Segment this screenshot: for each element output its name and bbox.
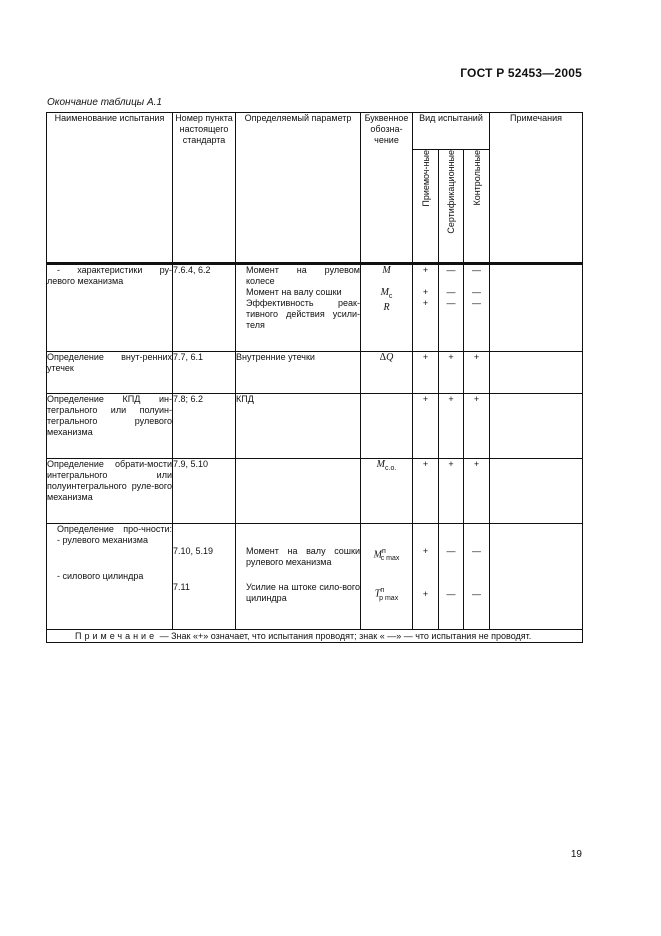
header-name: Наименование испытания (47, 113, 173, 264)
note-label: Примечание (75, 631, 158, 641)
parameter-cell: Внутренние утечки (236, 352, 361, 394)
table-caption: Окончание таблицы А.1 (47, 97, 162, 108)
sub-test-name: - силового цилиндра (57, 571, 144, 581)
symbol-t-strength: $T^п_{р max}$ (374, 587, 399, 602)
mark: — (446, 546, 456, 556)
symbol-cell (361, 459, 413, 524)
sub-clause: 7.10, 5.19 (173, 546, 214, 556)
mark: — (446, 287, 456, 297)
mark: — (472, 298, 481, 308)
parameter-cell: КПД (236, 394, 361, 459)
parameter-cell (236, 524, 361, 630)
sub-parameter: Момент на валу сошки рулевого механизма (246, 546, 360, 567)
table-row (47, 524, 583, 630)
sub-parameter: Усилие на штоке сило-вого цилиндра (246, 582, 360, 603)
test-name-cell: Определение внут-ренних утечек (47, 352, 173, 394)
acceptance-mark-cell (413, 265, 439, 352)
sub-test-name: - рулевого механизма (57, 535, 148, 545)
symbol-q: Q (386, 352, 394, 363)
header-test-kind: Вид испытаний (413, 113, 490, 150)
header-clause: Номер пункта настоящего стандарта (173, 113, 236, 264)
header-control (464, 150, 490, 264)
note-text: — Знак «+» означает, что испытания проводят; знак « —» — что испытания не проводят. (159, 631, 532, 641)
clause-cell: 7.6.4, 6.2 (173, 265, 236, 352)
delta-symbol: Δ (379, 352, 387, 363)
symbol-r: R (383, 302, 390, 313)
header-symbol: Буквенное обозна-чение (361, 113, 413, 264)
symbol-cell (361, 394, 413, 459)
test-name-cell (47, 524, 173, 630)
table-row (47, 394, 583, 459)
certification-mark-cell: + (439, 394, 464, 459)
certification-mark-cell: + (439, 352, 464, 394)
table-row (47, 265, 583, 352)
certification-mark-cell: + (439, 459, 464, 524)
table-note (47, 630, 583, 643)
test-name-cell: Определение КПД ин-тегрального или полуин-тегрального рулевого механизма (47, 394, 173, 459)
header-parameter: Определяемый параметр (236, 113, 361, 264)
notes-cell (490, 459, 583, 524)
header-acceptance (413, 150, 439, 264)
notes-cell (490, 265, 583, 352)
certification-mark-cell (439, 265, 464, 352)
clause-cell: 7.9, 5.10 (173, 459, 236, 524)
mark: + (422, 265, 429, 275)
symbol-m: M (382, 265, 391, 276)
mark: — (472, 265, 481, 275)
clause-cell: 7.7, 6.1 (173, 352, 236, 394)
notes-cell (490, 394, 583, 459)
header-control-label: Контрольные (471, 150, 482, 206)
sub-clause: 7.11 (173, 582, 190, 592)
mark: + (422, 589, 429, 599)
symbol-cell (361, 352, 413, 394)
header-notes: Примечания (490, 113, 583, 264)
parameter-cell (236, 265, 361, 352)
page-number: 19 (570, 849, 582, 860)
parameter-line: Момент на рулевом колесе (246, 265, 360, 286)
symbol-m-strength: $M^п_{с max}$ (373, 548, 400, 563)
mark: — (446, 298, 456, 308)
mark: + (422, 287, 429, 297)
test-name-cell: Определение обрати-мости интегрального или полуинтегрального руле-вого механизма (47, 459, 173, 524)
table-row (47, 352, 583, 394)
certification-mark-cell (439, 524, 464, 630)
mark: — (446, 589, 456, 599)
acceptance-mark-cell: + (413, 352, 439, 394)
clause-cell: 7.8; 6.2 (173, 394, 236, 459)
symbol-cell (361, 524, 413, 630)
control-mark-cell (464, 524, 490, 630)
control-mark-cell: + (464, 352, 490, 394)
symbol-mc: $M_c$ (380, 287, 393, 300)
test-name-line: левого механизма (47, 276, 124, 286)
symbol-m: M (376, 459, 386, 470)
symbol-cell (361, 265, 413, 352)
test-name-line: Определение про-чности: (57, 524, 172, 534)
parameter-line: Эффективность реак-тивного действия усили-теля (246, 298, 360, 330)
control-mark-cell (464, 265, 490, 352)
header-certification (439, 150, 464, 264)
mark: — (472, 287, 481, 297)
mark: — (446, 265, 456, 275)
acceptance-mark-cell: + (413, 394, 439, 459)
test-name-cell (47, 265, 173, 352)
clause-cell (173, 524, 236, 630)
test-table (46, 112, 583, 643)
header-certification-label: Сертификационные (446, 150, 456, 234)
symbol-sub: с.о. (385, 465, 397, 472)
acceptance-mark-cell: + (413, 459, 439, 524)
table-row (47, 459, 583, 524)
mark: — (472, 589, 481, 599)
mark: — (472, 546, 481, 556)
header-acceptance-label: Приемоч-ные (420, 150, 431, 207)
mark: + (422, 546, 429, 556)
document-code: ГОСТ Р 52453—2005 (460, 66, 582, 80)
notes-cell (490, 352, 583, 394)
mark: + (422, 298, 429, 308)
control-mark-cell: + (464, 394, 490, 459)
parameter-line: Момент на валу сошки (246, 287, 342, 297)
acceptance-mark-cell (413, 524, 439, 630)
note-row (47, 630, 583, 643)
control-mark-cell: + (464, 459, 490, 524)
parameter-cell (236, 459, 361, 524)
test-name-line: - характеристики ру- (57, 265, 172, 275)
notes-cell (490, 524, 583, 630)
